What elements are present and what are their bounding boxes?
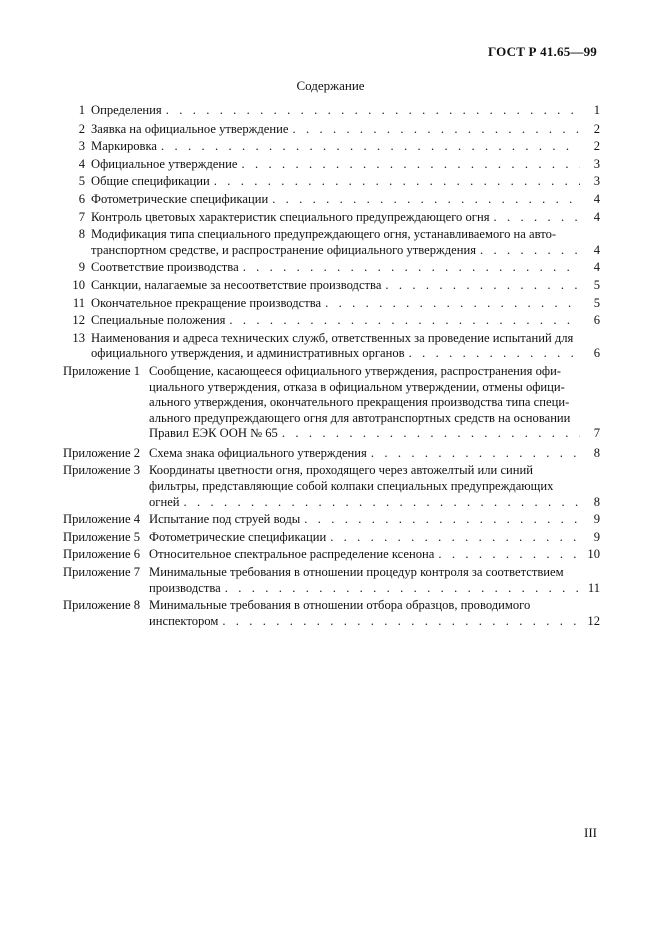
toc-appendix-entry xyxy=(63,530,600,546)
section-number: 2 xyxy=(78,121,85,136)
entry-text xyxy=(91,210,600,226)
entry-text xyxy=(149,530,600,546)
appendix-label: Приложение 2 xyxy=(63,445,141,460)
appendix-label: Приложение 8 xyxy=(63,598,141,613)
dot-leader xyxy=(438,547,580,563)
toc-appendix-entry xyxy=(63,547,600,563)
dot-leader xyxy=(480,243,580,259)
dot-leader xyxy=(229,313,580,329)
toc-appendix-entry xyxy=(63,364,600,442)
dot-leader xyxy=(409,346,580,362)
section-number: 1 xyxy=(78,103,85,117)
entry-page-number: 7 xyxy=(593,426,600,441)
entry-page-number: 2 xyxy=(593,121,600,136)
entry-text-line: ального утверждения, окончательного прекращения производства типа специ- xyxy=(149,395,570,410)
entry-last-line xyxy=(149,547,600,563)
entry-page-number: 9 xyxy=(593,529,600,544)
entry-text-line: Специальные положения xyxy=(91,313,226,328)
toc-section-entry xyxy=(63,192,600,208)
toc-section-entry xyxy=(63,174,600,190)
toc-section-entry xyxy=(63,313,600,329)
entry-page-number: 8 xyxy=(593,494,600,509)
section-number: 6 xyxy=(78,191,85,206)
entry-page-number: 5 xyxy=(593,295,600,310)
entry-last-line xyxy=(91,122,600,138)
section-number: 4 xyxy=(78,156,85,171)
entry-page-number: 11 xyxy=(587,580,600,595)
entry-text xyxy=(91,296,600,312)
entry-text-line: Сообщение, касающееся официального утверждения, распространения офи- xyxy=(149,363,561,378)
dot-leader xyxy=(272,192,580,208)
dot-leader xyxy=(385,278,580,294)
entry-last-line xyxy=(91,139,600,155)
entry-page-number: 5 xyxy=(593,277,600,292)
entry-text xyxy=(149,598,600,629)
entry-last-line xyxy=(91,313,600,329)
section-number: 8 xyxy=(78,227,85,242)
appendix-label: Приложение 4 xyxy=(63,512,141,527)
entry-page-number: 3 xyxy=(593,156,600,171)
toc-appendix-entry xyxy=(63,512,600,528)
entry-text-line: Общие спецификации xyxy=(91,174,210,189)
entry-text-line: Наименования и адреса технических служб, ответственных за проведение испытаний для xyxy=(91,330,574,345)
dot-leader xyxy=(282,426,580,442)
entry-last-line xyxy=(91,278,600,294)
toc-appendix-entry xyxy=(63,446,600,462)
entry-last-line xyxy=(91,346,600,362)
dot-leader xyxy=(325,296,580,312)
toc-section-entry xyxy=(63,260,600,276)
entry-last-line xyxy=(149,446,600,462)
entry-text-line: Контроль цветовых характеристик специального предупреждающего огня xyxy=(91,209,490,224)
dot-leader xyxy=(494,210,581,226)
toc-section-entry xyxy=(63,296,600,312)
toc-appendix-entry xyxy=(63,598,600,629)
entry-last-line xyxy=(91,243,600,259)
section-number: 7 xyxy=(78,209,85,224)
appendix-label: Приложение 3 xyxy=(63,463,141,478)
entry-text-line: Координаты цветности огня, проходящего через автожелтый или синий xyxy=(149,463,533,478)
toc-section-entry xyxy=(63,278,600,294)
entry-text xyxy=(149,565,600,596)
entry-text-line: Минимальные требования в отношении процедур контроля за соответствием xyxy=(149,565,564,580)
entry-page-number: 2 xyxy=(593,139,600,154)
section-number: 9 xyxy=(78,260,85,275)
entry-last-line xyxy=(149,512,600,528)
entry-text xyxy=(149,364,600,442)
entry-last-line xyxy=(91,174,600,190)
entry-text-line: инспектором xyxy=(149,613,219,628)
entry-text-line: Фотометрические спецификации xyxy=(149,529,327,544)
standard-designation: ГОСТ Р 41.65—99 xyxy=(488,44,597,59)
appendix-label: Приложение 6 xyxy=(63,547,141,562)
toc-section-entry xyxy=(63,139,600,155)
dot-leader xyxy=(225,581,580,597)
entry-text-line: производства xyxy=(149,580,221,595)
entry-last-line xyxy=(91,157,600,173)
entry-text-line: Официальное утверждение xyxy=(91,156,238,171)
entry-text xyxy=(91,192,600,208)
entry-text-line: Маркировка xyxy=(91,139,158,154)
page-title: Содержание xyxy=(296,78,365,93)
entry-text xyxy=(91,174,600,190)
section-number: 3 xyxy=(78,139,85,154)
entry-text-line: транспортном средстве, и распространение официального утверждения xyxy=(91,242,476,257)
entry-text xyxy=(149,547,600,563)
entry-text-line: фильтры, представляющие собой колпаки специальных предупреждающих xyxy=(149,479,554,494)
section-number: 13 xyxy=(72,330,85,345)
entry-text xyxy=(91,278,600,294)
entry-text xyxy=(91,103,600,119)
appendix-label: Приложение 1 xyxy=(63,363,141,378)
entry-page-number: 3 xyxy=(593,174,600,189)
table-of-contents xyxy=(63,101,600,629)
toc-section-entry xyxy=(63,157,600,173)
entry-text xyxy=(91,157,600,173)
section-number: 5 xyxy=(78,174,85,189)
entry-last-line xyxy=(149,426,600,442)
dot-leader xyxy=(292,122,580,138)
entry-page-number: 6 xyxy=(593,313,600,328)
dot-leader xyxy=(184,495,580,511)
entry-text-line: Определения xyxy=(91,103,162,117)
dot-leader xyxy=(243,260,580,276)
entry-text-line: Правил ЕЭК ООН № 65 xyxy=(149,426,278,441)
toc-appendix-entry xyxy=(63,565,600,596)
dot-leader xyxy=(214,174,580,190)
entry-page-number: 6 xyxy=(593,346,600,361)
toc-appendix-entry xyxy=(63,463,600,510)
entry-text xyxy=(149,446,600,462)
dot-leader xyxy=(371,446,580,462)
entry-text xyxy=(91,331,600,362)
entry-text-line: Схема знака официального утверждения xyxy=(149,445,367,460)
entry-last-line xyxy=(91,296,600,312)
entry-page-number: 10 xyxy=(587,547,600,562)
entry-text-line: Минимальные требования в отношении отбора образцов, проводимого xyxy=(149,598,531,613)
entry-text xyxy=(91,260,600,276)
appendix-label: Приложение 7 xyxy=(63,565,141,580)
entry-last-line xyxy=(91,103,600,119)
entry-page-number: 4 xyxy=(593,260,600,275)
entry-text xyxy=(91,313,600,329)
dot-leader xyxy=(304,512,580,528)
section-number: 11 xyxy=(72,295,85,310)
entry-page-number: 8 xyxy=(593,445,600,460)
page-number: III xyxy=(584,825,597,840)
entry-text-line: официального утверждения, и административных органов xyxy=(91,346,405,361)
dot-leader xyxy=(166,103,580,119)
entry-last-line xyxy=(149,581,600,597)
section-number: 12 xyxy=(72,313,85,328)
entry-page-number: 4 xyxy=(593,191,600,206)
entry-text-line: Относительное спектральное распределение ксенона xyxy=(149,547,435,562)
toc-section-entry xyxy=(63,122,600,138)
entry-text xyxy=(91,139,600,155)
entry-text xyxy=(149,463,600,510)
entry-text-line: Окончательное прекращение производства xyxy=(91,295,322,310)
entry-last-line xyxy=(149,530,600,546)
dot-leader xyxy=(330,530,580,546)
entry-last-line xyxy=(149,495,600,511)
entry-page-number: 12 xyxy=(587,613,600,628)
entry-page-number: 1 xyxy=(593,103,600,117)
entry-page-number: 4 xyxy=(593,242,600,257)
entry-text xyxy=(91,122,600,138)
toc-section-entry xyxy=(63,210,600,226)
section-number: 10 xyxy=(72,277,85,292)
entry-text-line: ального предупреждающего огня для автотранспортных средств на основании xyxy=(149,410,571,425)
entry-page-number: 4 xyxy=(593,209,600,224)
entry-last-line xyxy=(91,210,600,226)
entry-page-number: 9 xyxy=(593,512,600,527)
entry-text-line: Санкции, налагаемые за несоответствие производства xyxy=(91,277,382,292)
entry-text-line: Фотометрические спецификации xyxy=(91,191,269,206)
entry-text xyxy=(91,227,600,258)
entry-text-line: циального утверждения, отказа в официальном утверждении, отмены офици- xyxy=(149,379,565,394)
entry-text-line: Испытание под струей воды xyxy=(149,512,301,527)
entry-text-line: Модификация типа специального предупреждающего огня, устанавливаемого на авто- xyxy=(91,227,557,242)
dot-leader xyxy=(241,157,580,173)
appendix-label: Приложение 5 xyxy=(63,529,141,544)
dot-leader xyxy=(222,614,580,630)
entry-last-line xyxy=(91,260,600,276)
entry-text-line: огней xyxy=(149,494,180,509)
toc-section-entry xyxy=(63,227,600,258)
entry-text-line: Соответствие производства xyxy=(91,260,239,275)
entry-text xyxy=(149,512,600,528)
entry-last-line xyxy=(91,192,600,208)
entry-last-line xyxy=(149,614,600,630)
entry-text-line: Заявка на официальное утверждение xyxy=(91,121,289,136)
dot-leader xyxy=(161,139,580,155)
toc-section-entry xyxy=(63,103,600,119)
toc-section-entry xyxy=(63,331,600,362)
